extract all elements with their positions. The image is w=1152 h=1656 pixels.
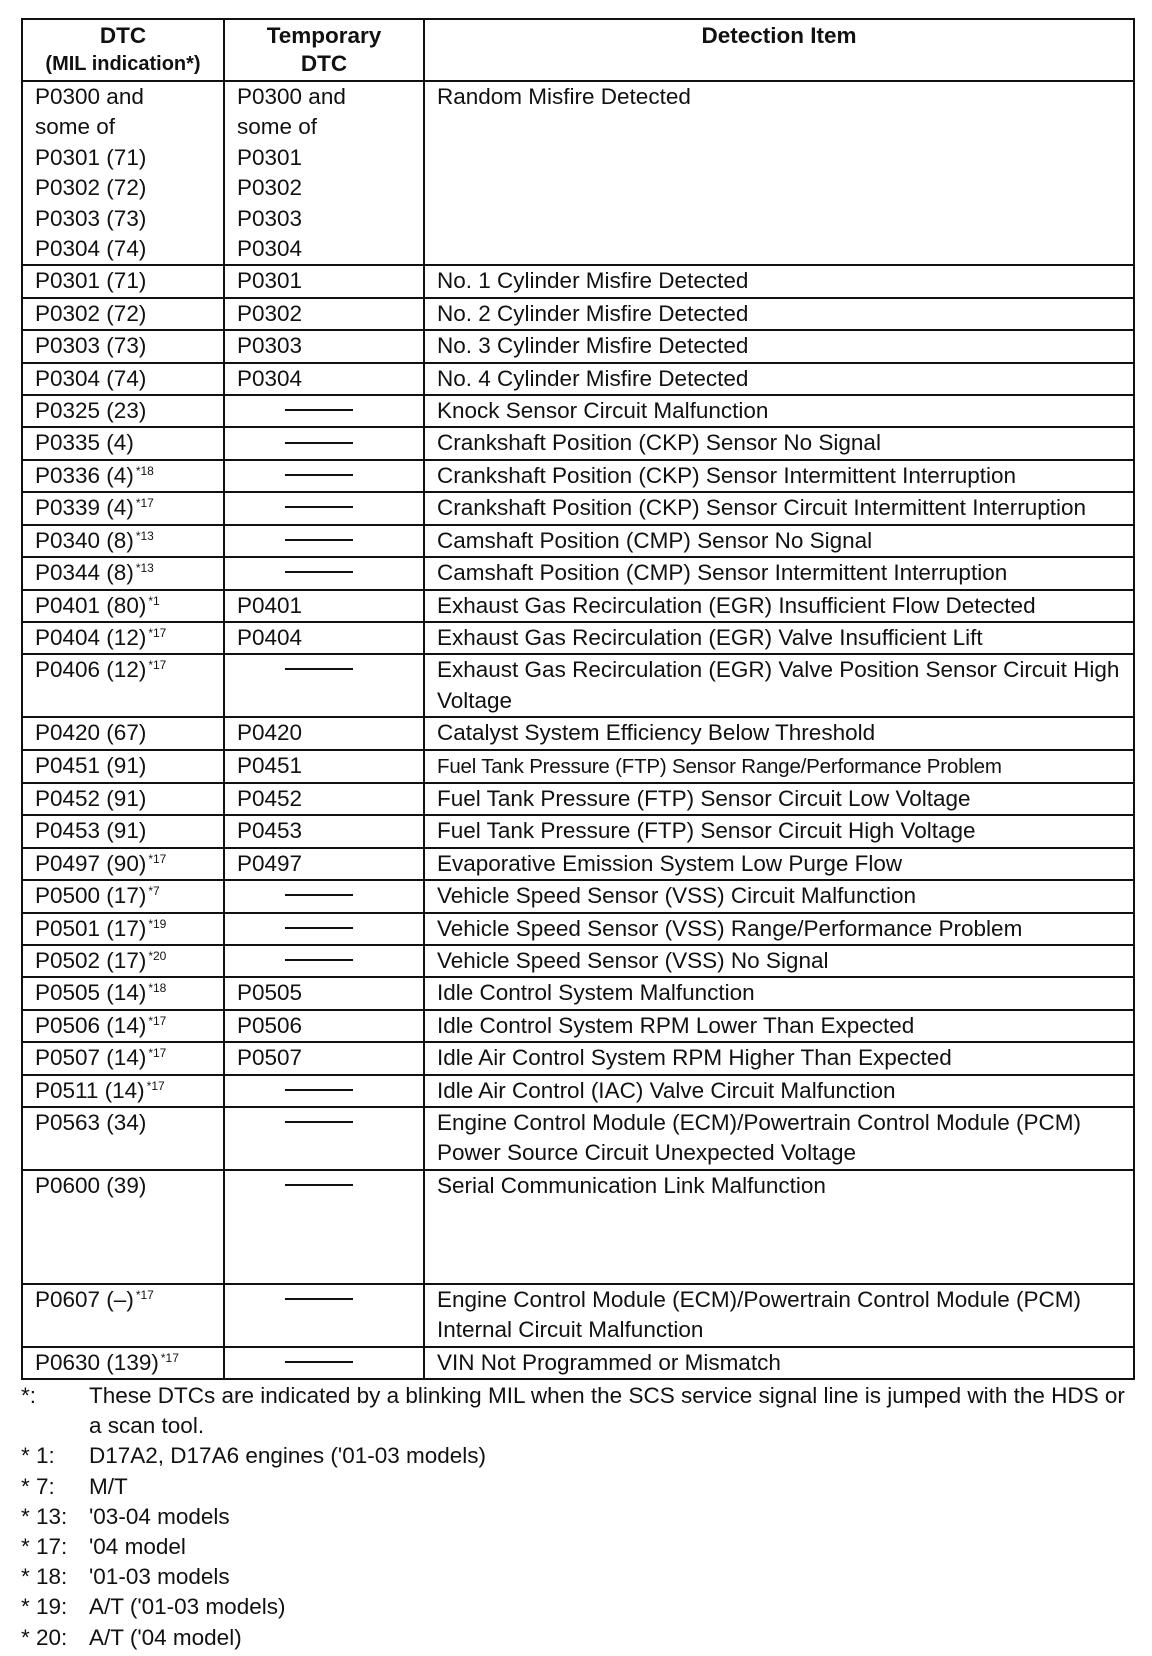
temporary-dtc-cell xyxy=(224,492,424,524)
dtc-cell xyxy=(22,945,224,977)
temporary-dtc-cell xyxy=(224,298,424,330)
temporary-dtc-cell xyxy=(224,1347,424,1379)
detection-item: Exhaust Gas Recirculation (EGR) Insufficient Flow Detected xyxy=(437,592,1036,618)
header-temporary-main: Temporary xyxy=(266,23,382,48)
dtc-code: P0301 (71) xyxy=(35,268,147,294)
dash-line xyxy=(285,1089,353,1091)
table-row xyxy=(22,1107,1134,1170)
footnote-text: A/T ('04 model) xyxy=(89,1624,242,1650)
footnote-ref: *18 xyxy=(148,981,167,996)
dtc-code: P0325 (23) xyxy=(35,398,147,424)
temporary-dtc-cell xyxy=(224,363,424,395)
footnote-key: * 7: xyxy=(21,1473,55,1499)
footnote xyxy=(21,1381,1133,1441)
detection-item: Camshaft Position (CMP) Sensor No Signal xyxy=(437,527,873,553)
temporary-dtc-cell xyxy=(224,1284,424,1347)
dtc-code: P0500 (17) xyxy=(35,883,147,909)
dtc-cell xyxy=(22,1010,224,1042)
temporary-dtc-code: P0401 xyxy=(237,592,303,618)
dtc-code: P0404 (12) xyxy=(35,624,147,650)
dash-line xyxy=(285,506,353,508)
detection-item-cell xyxy=(424,363,1134,395)
table-row xyxy=(22,1347,1134,1379)
detection-item-cell xyxy=(424,622,1134,654)
detection-item: Vehicle Speed Sensor (VSS) Range/Performance Problem xyxy=(437,915,1023,941)
detection-item-cell xyxy=(424,1347,1134,1379)
temporary-dtc-cell xyxy=(224,1042,424,1074)
dtc-cell xyxy=(22,880,224,912)
header-detection-item: Detection Item xyxy=(424,19,1134,81)
detection-item-cell xyxy=(424,1010,1134,1042)
detection-item: Fuel Tank Pressure (FTP) Sensor Circuit Low Voltage xyxy=(437,785,971,811)
table-row xyxy=(22,265,1134,297)
dtc-cell xyxy=(22,913,224,945)
dtc-cell xyxy=(22,1075,224,1107)
detection-item-cell xyxy=(424,654,1134,717)
detection-item: Exhaust Gas Recirculation (EGR) Valve Position Sensor Circuit High Voltage xyxy=(437,657,1120,713)
footnotes xyxy=(21,1381,1133,1653)
footnote-key: * 17: xyxy=(21,1534,68,1560)
dtc-cell xyxy=(22,427,224,459)
table-row xyxy=(22,1042,1134,1074)
dtc-code: P0453 (91) xyxy=(35,818,147,844)
footnote-ref: *17 xyxy=(148,851,167,866)
detection-item-cell xyxy=(424,1042,1134,1074)
footnote-key: * 19: xyxy=(21,1594,68,1620)
dtc-code: P0335 (4) xyxy=(35,430,134,456)
detection-item-cell xyxy=(424,1170,1134,1284)
dash-line xyxy=(285,1184,353,1186)
detection-item: Engine Control Module (ECM)/Powertrain Control Module (PCM) Internal Circuit Malfunction xyxy=(437,1286,1081,1343)
dtc-cell xyxy=(22,525,224,557)
detection-item: Idle Control System RPM Lower Than Expected xyxy=(437,1012,915,1038)
temporary-dtc-cell xyxy=(224,815,424,847)
dtc-cell xyxy=(22,265,224,297)
dtc-cell xyxy=(22,1347,224,1379)
table-row xyxy=(22,492,1134,524)
dtc-code: P0339 (4) xyxy=(35,495,134,521)
detection-item-cell xyxy=(424,330,1134,362)
table-row xyxy=(22,1170,1134,1284)
detection-item: Camshaft Position (CMP) Sensor Intermittent Interruption xyxy=(437,560,1008,586)
footnote xyxy=(21,1592,1133,1622)
detection-item-cell xyxy=(424,557,1134,589)
table-row xyxy=(22,913,1134,945)
footnote xyxy=(21,1472,1133,1502)
detection-item-cell xyxy=(424,427,1134,459)
detection-item: No. 1 Cylinder Misfire Detected xyxy=(437,268,749,294)
dtc-code: P0501 (17) xyxy=(35,915,147,941)
dtc-cell xyxy=(22,622,224,654)
detection-item-cell xyxy=(424,590,1134,622)
detection-item-cell xyxy=(424,913,1134,945)
dtc-code: P0507 (14) xyxy=(35,1045,147,1071)
footnote-text: '01-03 models xyxy=(89,1564,230,1590)
footnote-text: '04 model xyxy=(89,1534,186,1560)
detection-item: Exhaust Gas Recirculation (EGR) Valve Insufficient Lift xyxy=(437,624,983,650)
temporary-dtc-cell xyxy=(224,427,424,459)
detection-item-cell xyxy=(424,492,1134,524)
detection-item: VIN Not Programmed or Mismatch xyxy=(437,1349,781,1375)
temporary-dtc-code: P0453 xyxy=(237,818,303,844)
table-row xyxy=(22,363,1134,395)
dtc-code: P0630 (139) xyxy=(35,1349,159,1375)
dtc-cell xyxy=(22,750,224,783)
footnote-key: *: xyxy=(21,1383,37,1408)
temporary-dtc-cell xyxy=(224,265,424,297)
footnote-ref: *13 xyxy=(135,561,154,576)
table-row xyxy=(22,783,1134,815)
footnote-ref: *17 xyxy=(148,1013,167,1028)
table-row xyxy=(22,1284,1134,1347)
temporary-dtc-code: P0303 xyxy=(237,333,303,359)
dtc-code: P0336 (4) xyxy=(35,462,134,488)
detection-item: Idle Control System Malfunction xyxy=(437,980,755,1006)
detection-item-cell xyxy=(424,848,1134,880)
dtc-cell xyxy=(22,81,224,265)
table-row xyxy=(22,815,1134,847)
header-temporary-sub: DTC xyxy=(300,51,348,76)
table-row xyxy=(22,395,1134,427)
dtc-cell xyxy=(22,977,224,1009)
dtc-cell xyxy=(22,395,224,427)
footnote xyxy=(21,1532,1133,1562)
dtc-code: P0303 (73) xyxy=(35,333,147,359)
footnote-ref: *7 xyxy=(148,884,160,899)
detection-item-cell xyxy=(424,1075,1134,1107)
temporary-dtc-code: P0497 xyxy=(237,850,303,876)
footnote-ref: *1 xyxy=(148,593,160,608)
temporary-dtc-code: P0301 xyxy=(237,268,303,294)
header-dtc xyxy=(22,19,224,81)
temporary-dtc-cell xyxy=(224,330,424,362)
dash-line xyxy=(285,927,353,929)
footnote-key: * 1: xyxy=(21,1443,55,1469)
footnote-ref: *17 xyxy=(148,658,167,673)
dtc-code: P0506 (14) xyxy=(35,1012,147,1038)
temporary-dtc-code: P0302 xyxy=(237,300,303,326)
table-row xyxy=(22,81,1134,265)
detection-item-cell xyxy=(424,880,1134,912)
detection-item: Crankshaft Position (CKP) Sensor No Signal xyxy=(437,430,881,456)
detection-item-cell xyxy=(424,945,1134,977)
dtc-code: P0304 (74) xyxy=(35,365,147,391)
detection-item-cell xyxy=(424,395,1134,427)
detection-item: Engine Control Module (ECM)/Powertrain Control Module (PCM) Power Source Circuit Unexpected Voltage xyxy=(437,1110,1081,1166)
detection-item: Evaporative Emission System Low Purge Flow xyxy=(437,850,903,876)
footnote xyxy=(21,1502,1133,1532)
table-row xyxy=(22,750,1134,783)
detection-item: Fuel Tank Pressure (FTP) Sensor Circuit High Voltage xyxy=(437,818,976,844)
footnote-text: A/T ('01-03 models) xyxy=(89,1594,286,1620)
detection-item-cell xyxy=(424,460,1134,492)
dtc-code: P0340 (8) xyxy=(35,527,134,553)
dtc-cell xyxy=(22,783,224,815)
temporary-dtc-cell xyxy=(224,913,424,945)
dash-line xyxy=(285,1121,353,1123)
dtc-cell xyxy=(22,717,224,749)
footnote-text: M/T xyxy=(89,1473,128,1499)
table-row xyxy=(22,427,1134,459)
dtc-code: P0302 (72) xyxy=(35,300,147,326)
table-row xyxy=(22,590,1134,622)
temporary-dtc-code: P0507 xyxy=(237,1045,303,1071)
temporary-dtc-cell xyxy=(224,395,424,427)
temporary-dtc-cell xyxy=(224,848,424,880)
dtc-cell xyxy=(22,848,224,880)
table-row xyxy=(22,717,1134,749)
dtc-code: P0563 (34) xyxy=(35,1110,147,1135)
footnote-key: * 20: xyxy=(21,1624,68,1650)
temporary-dtc-code: P0420 xyxy=(237,720,303,746)
dtc-cell xyxy=(22,460,224,492)
dash-line xyxy=(285,959,353,961)
dtc-cell xyxy=(22,1107,224,1170)
dtc-code: P0502 (17) xyxy=(35,947,147,973)
table-row xyxy=(22,298,1134,330)
dtc-code: P0420 (67) xyxy=(35,720,147,746)
table-row xyxy=(22,848,1134,880)
footnote-ref: *17 xyxy=(135,1287,154,1302)
temporary-dtc-cell xyxy=(224,1107,424,1170)
dash-line xyxy=(285,1361,353,1363)
dash-line xyxy=(285,668,353,670)
temporary-dtc-code: P0505 xyxy=(237,980,303,1006)
dtc-code: P0511 (14) xyxy=(35,1077,145,1103)
footnote xyxy=(21,1562,1133,1592)
temporary-dtc-cell xyxy=(224,525,424,557)
table-row xyxy=(22,460,1134,492)
detection-item-cell xyxy=(424,81,1134,265)
temporary-dtc-code: P0404 xyxy=(237,624,303,650)
table-row xyxy=(22,1010,1134,1042)
detection-item-cell xyxy=(424,1107,1134,1170)
table-row xyxy=(22,622,1134,654)
dtc-cell xyxy=(22,330,224,362)
temporary-dtc-cell xyxy=(224,1170,424,1284)
dtc-code: P0406 (12) xyxy=(35,657,147,683)
temporary-dtc-cell xyxy=(224,590,424,622)
table-row xyxy=(22,977,1134,1009)
temporary-dtc-cell xyxy=(224,880,424,912)
dtc-cell xyxy=(22,557,224,589)
detection-item: No. 4 Cylinder Misfire Detected xyxy=(437,365,749,391)
dtc-code: P0505 (14) xyxy=(35,980,147,1006)
temporary-dtc-cell xyxy=(224,717,424,749)
footnote-ref: *20 xyxy=(148,948,167,963)
temporary-dtc-code: P0452 xyxy=(237,785,303,811)
detection-item: Crankshaft Position (CKP) Sensor Intermittent Interruption xyxy=(437,462,1017,488)
dash-line xyxy=(285,1298,353,1300)
detection-item: Random Misfire Detected xyxy=(437,84,691,109)
dtc-code: P0300 and some of P0301 (71) P0302 (72) P0303 (73) P0304 (74) xyxy=(35,84,147,262)
detection-item-cell xyxy=(424,717,1134,749)
footnote-ref: *17 xyxy=(148,1046,167,1061)
dash-line xyxy=(285,442,353,444)
dtc-table xyxy=(21,18,1135,1380)
footnote-text: '03-04 models xyxy=(89,1503,230,1529)
dtc-code: P0401 (80) xyxy=(35,592,147,618)
temporary-dtc-cell xyxy=(224,81,424,265)
detection-item: Serial Communication Link Malfunction xyxy=(437,1172,826,1198)
dtc-cell xyxy=(22,492,224,524)
detection-item-cell xyxy=(424,783,1134,815)
header-dtc-main: DTC xyxy=(99,23,147,48)
detection-item-cell xyxy=(424,265,1134,297)
detection-item-cell xyxy=(424,525,1134,557)
temporary-dtc-cell xyxy=(224,977,424,1009)
dtc-code: P0451 (91) xyxy=(35,752,147,778)
footnote-ref: *13 xyxy=(135,528,154,543)
dtc-cell xyxy=(22,363,224,395)
temporary-dtc-cell xyxy=(224,750,424,783)
footnote-text: These DTCs are indicated by a blinking MIL when the SCS service signal line is jumped with the HDS or a scan tool. xyxy=(89,1383,1125,1439)
footnote xyxy=(21,1441,1133,1471)
detection-item-cell xyxy=(424,298,1134,330)
temporary-dtc-code: P0304 xyxy=(237,365,303,391)
detection-item-cell xyxy=(424,815,1134,847)
footnote xyxy=(21,1623,1133,1653)
dash-line xyxy=(285,571,353,573)
temporary-dtc-cell xyxy=(224,783,424,815)
dtc-code: P0497 (90) xyxy=(35,850,147,876)
temporary-dtc-code: P0506 xyxy=(237,1012,303,1038)
temporary-dtc-code: P0300 and some of P0301 P0302 P0303 P0304 xyxy=(237,84,346,262)
detection-item: Idle Air Control (IAC) Valve Circuit Malfunction xyxy=(437,1077,896,1103)
detection-item: Idle Air Control System RPM Higher Than Expected xyxy=(437,1045,952,1071)
detection-item: Knock Sensor Circuit Malfunction xyxy=(437,398,769,424)
dtc-cell xyxy=(22,815,224,847)
temporary-dtc-cell xyxy=(224,460,424,492)
temporary-dtc-cell xyxy=(224,622,424,654)
dash-line xyxy=(285,539,353,541)
detection-item-cell xyxy=(424,977,1134,1009)
dash-line xyxy=(285,894,353,896)
footnote-key: * 13: xyxy=(21,1503,68,1529)
header-dtc-sub: (MIL indication*) xyxy=(45,53,201,75)
dtc-code: P0607 (–) xyxy=(35,1286,134,1312)
dtc-cell xyxy=(22,1042,224,1074)
detection-item: Crankshaft Position (CKP) Sensor Circuit Intermittent Interruption xyxy=(437,495,1087,521)
table-row xyxy=(22,880,1134,912)
detection-item: Fuel Tank Pressure (FTP) Sensor Range/Performance Problem xyxy=(437,754,1002,778)
dtc-cell xyxy=(22,654,224,717)
dash-line xyxy=(285,409,353,411)
dtc-cell xyxy=(22,1284,224,1347)
temporary-dtc-code: P0451 xyxy=(237,752,303,778)
detection-item: Vehicle Speed Sensor (VSS) Circuit Malfunction xyxy=(437,883,916,909)
table-row xyxy=(22,1075,1134,1107)
detection-item: Vehicle Speed Sensor (VSS) No Signal xyxy=(437,947,829,973)
detection-item-cell xyxy=(424,1284,1134,1347)
detection-item: No. 2 Cylinder Misfire Detected xyxy=(437,300,749,326)
footnote-ref: *17 xyxy=(135,496,154,511)
table-body xyxy=(22,81,1134,1379)
footnote-ref: *17 xyxy=(148,625,167,640)
table-row xyxy=(22,654,1134,717)
header-temporary-dtc xyxy=(224,19,424,81)
detection-item: Catalyst System Efficiency Below Threshold xyxy=(437,720,876,746)
temporary-dtc-cell xyxy=(224,945,424,977)
table-row xyxy=(22,945,1134,977)
footnote-ref: *18 xyxy=(135,463,154,478)
temporary-dtc-cell xyxy=(224,1075,424,1107)
footnote-key: * 18: xyxy=(21,1564,68,1590)
dtc-code: P0600 (39) xyxy=(35,1172,147,1198)
table-row xyxy=(22,525,1134,557)
dtc-code: P0452 (91) xyxy=(35,785,147,811)
footnote-text: D17A2, D17A6 engines ('01-03 models) xyxy=(89,1443,487,1469)
table-row xyxy=(22,330,1134,362)
dtc-code: P0344 (8) xyxy=(35,560,134,586)
detection-item-cell xyxy=(424,750,1134,783)
dtc-cell xyxy=(22,298,224,330)
footnote-ref: *17 xyxy=(160,1350,179,1365)
temporary-dtc-cell xyxy=(224,654,424,717)
table-row xyxy=(22,557,1134,589)
dash-line xyxy=(285,474,353,476)
temporary-dtc-cell xyxy=(224,1010,424,1042)
table-header-row xyxy=(22,19,1134,81)
footnote-ref: *17 xyxy=(146,1078,165,1093)
dtc-cell xyxy=(22,590,224,622)
detection-item: No. 3 Cylinder Misfire Detected xyxy=(437,333,749,359)
footnote-ref: *19 xyxy=(148,916,167,931)
temporary-dtc-cell xyxy=(224,557,424,589)
dtc-cell xyxy=(22,1170,224,1284)
